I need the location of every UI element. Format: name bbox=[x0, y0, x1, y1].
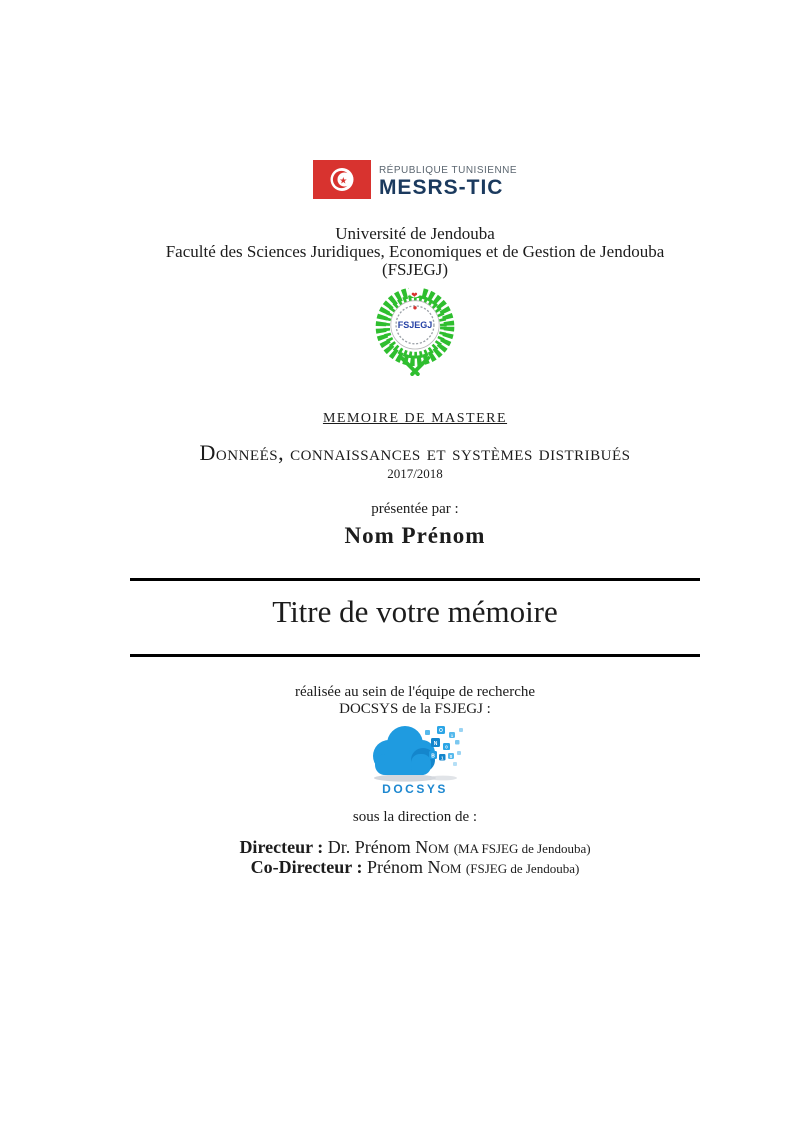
svg-text:0: 0 bbox=[445, 744, 448, 750]
svg-text:B: B bbox=[431, 753, 435, 760]
codirector-row bbox=[130, 858, 700, 878]
tunisia-flag-icon bbox=[313, 160, 371, 204]
affiliation-block bbox=[130, 225, 700, 279]
director-role: Directeur : bbox=[239, 837, 324, 857]
docsys-logo bbox=[130, 720, 700, 803]
codirector-affiliation: (FSJEG de Jendouba) bbox=[465, 861, 580, 876]
program-name: Donneés, connaissances et systèmes distribués bbox=[199, 440, 631, 465]
director-row bbox=[130, 838, 700, 858]
mesrs-acronym: MESRS-TIC bbox=[378, 175, 504, 199]
laurel-wreath-icon bbox=[367, 286, 463, 376]
author-name: Nom Prénom bbox=[344, 523, 486, 548]
seal-label: FSJEGJ bbox=[397, 320, 433, 331]
director-affiliation: (MA FSJEG de Jendouba) bbox=[453, 841, 591, 856]
svg-text:❤: ❤ bbox=[411, 290, 418, 300]
docsys-wordmark: DOCSYS bbox=[382, 782, 448, 796]
republic-label: RÉPUBLIQUE TUNISIENNE bbox=[378, 164, 518, 176]
team-line1: réalisée au sein de l'équipe de recherche bbox=[294, 684, 536, 700]
ministry-wordmark bbox=[379, 165, 517, 199]
team-line2: DOCSYS de la FSJEGJ : bbox=[339, 701, 491, 717]
svg-text:1: 1 bbox=[440, 755, 444, 761]
svg-text:0: 0 bbox=[449, 754, 453, 759]
thesis-title: Titre de votre mémoire bbox=[272, 594, 558, 629]
faculty-acronym: (FSJEGJ) bbox=[381, 260, 449, 279]
team-block bbox=[130, 684, 700, 718]
svg-text:N: N bbox=[433, 741, 438, 747]
university-name: Université de Jendouba bbox=[335, 224, 495, 243]
codirector-role: Co-Directeur : bbox=[250, 857, 363, 877]
director-name: Dr. Prénom Nom bbox=[327, 837, 450, 857]
docsys-cloud-icon bbox=[359, 720, 471, 798]
page-content bbox=[130, 0, 700, 1124]
memoire-label: MEMOIRE DE MASTERE bbox=[322, 411, 508, 426]
presented-by-label: présentée par : bbox=[371, 501, 459, 517]
directors-block bbox=[130, 838, 700, 878]
svg-text:O: O bbox=[439, 728, 443, 734]
faculty-seal bbox=[130, 286, 700, 381]
direction-label: sous la direction de : bbox=[352, 809, 478, 825]
svg-text:1: 1 bbox=[450, 733, 454, 738]
faculty-name: Faculté des Sciences Juridiques, Economiques et de Gestion de Jendouba bbox=[165, 242, 665, 261]
academic-year: 2017/2018 bbox=[387, 466, 443, 481]
ministry-logo bbox=[130, 160, 700, 204]
svg-text:★: ★ bbox=[339, 175, 348, 186]
title-rule-bottom bbox=[130, 654, 700, 657]
codirector-name: Prénom Nom bbox=[366, 857, 462, 877]
